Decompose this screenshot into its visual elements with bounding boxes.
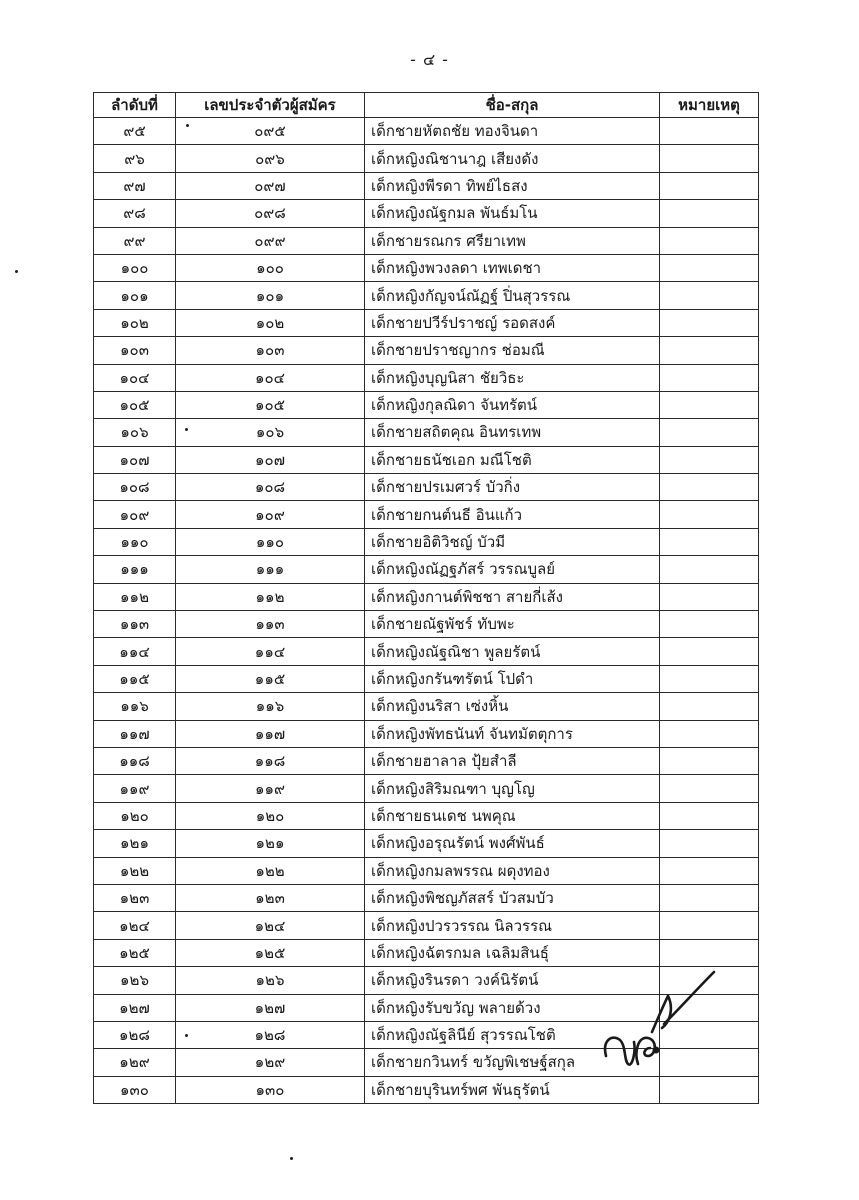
table-row <box>94 227 759 254</box>
row-note-cell <box>660 939 759 966</box>
row-applicant-number-cell: ๑๒๘ <box>176 1021 365 1048</box>
table-row <box>94 939 759 966</box>
row-name-cell: เด็กชายปวีร์ปราชญ์ รอดสงค์ <box>365 309 660 336</box>
row-applicant-number-cell: ๑๒๔ <box>176 912 365 939</box>
table-row <box>94 254 759 281</box>
row-applicant-number-cell: ๑๒๖ <box>176 967 365 994</box>
row-name-cell: เด็กชายณัฐพัชร์ ทับพะ <box>365 611 660 638</box>
row-note-cell <box>660 364 759 391</box>
row-applicant-number-cell: ๑๒๒ <box>176 857 365 884</box>
row-order-cell: ๙๘ <box>94 200 176 227</box>
row-note-cell <box>660 556 759 583</box>
table-row <box>94 200 759 227</box>
row-name-cell: เด็กหญิงรินรดา วงค์นิรัตน์ <box>365 967 660 994</box>
row-name-cell: เด็กหญิงนริสา เซ่งหิ้น <box>365 693 660 720</box>
row-order-cell: ๑๐๒ <box>94 309 176 336</box>
table-row <box>94 446 759 473</box>
row-note-cell <box>660 528 759 555</box>
table-row <box>94 309 759 336</box>
row-applicant-number-cell: ๑๒๕ <box>176 939 365 966</box>
table-row <box>94 665 759 692</box>
row-name-cell: เด็กชายหัตถชัย ทองจินดา <box>365 118 660 145</box>
table-row <box>94 282 759 309</box>
row-order-cell: ๙๖ <box>94 145 176 172</box>
row-name-cell: เด็กชายกนต์นธี อินแก้ว <box>365 501 660 528</box>
row-note-cell <box>660 802 759 829</box>
row-applicant-number-cell: ๑๐๖ <box>176 419 365 446</box>
row-order-cell: ๑๑๗ <box>94 720 176 747</box>
row-note-cell <box>660 446 759 473</box>
row-order-cell: ๑๐๑ <box>94 282 176 309</box>
row-order-cell: ๙๕ <box>94 118 176 145</box>
row-applicant-number-cell: ๑๐๑ <box>176 282 365 309</box>
row-note-cell <box>660 912 759 939</box>
row-note-cell <box>660 337 759 364</box>
row-note-cell <box>660 391 759 418</box>
row-name-cell: เด็กชายกวินทร์ ขวัญพิเชษฐ์สกุล <box>365 1049 660 1076</box>
table-row <box>94 474 759 501</box>
row-applicant-number-cell: ๑๐๕ <box>176 391 365 418</box>
row-applicant-number-cell: ๑๐๐ <box>176 254 365 281</box>
row-order-cell: ๑๑๘ <box>94 747 176 774</box>
row-name-cell: เด็กชายอิติวิชญ์ บัวมี <box>365 528 660 555</box>
table-row <box>94 391 759 418</box>
row-order-cell: ๑๒๙ <box>94 1049 176 1076</box>
row-note-cell <box>660 747 759 774</box>
row-order-cell: ๑๐๓ <box>94 337 176 364</box>
header-order: ลำดับที่ <box>94 93 176 118</box>
row-note-cell <box>660 884 759 911</box>
row-applicant-number-cell: ๑๑๑ <box>176 556 365 583</box>
row-note-cell <box>660 611 759 638</box>
row-name-cell: เด็กหญิงพีรดา ทิพย์ไธสง <box>365 172 660 199</box>
row-order-cell: ๑๐๔ <box>94 364 176 391</box>
row-applicant-number-cell: ๑๒๐ <box>176 802 365 829</box>
table-row <box>94 1076 759 1103</box>
row-order-cell: ๙๙ <box>94 227 176 254</box>
row-applicant-number-cell: ๑๐๓ <box>176 337 365 364</box>
row-note-cell <box>660 638 759 665</box>
row-name-cell: เด็กหญิงกรันฑรัตน์ โปดำ <box>365 665 660 692</box>
row-name-cell: เด็กหญิงกุลณิดา จันทรัตน์ <box>365 391 660 418</box>
row-order-cell: ๑๐๖ <box>94 419 176 446</box>
row-order-cell: ๑๑๑ <box>94 556 176 583</box>
row-name-cell: เด็กชายธนัชเอก มณีโชติ <box>365 446 660 473</box>
table-row <box>94 693 759 720</box>
table-row <box>94 118 759 145</box>
row-order-cell: ๑๐๘ <box>94 474 176 501</box>
row-note-cell <box>660 665 759 692</box>
row-order-cell: ๑๑๔ <box>94 638 176 665</box>
row-name-cell: เด็กหญิงณิชานาฎ เสียงดัง <box>365 145 660 172</box>
row-note-cell <box>660 830 759 857</box>
table-row <box>94 419 759 446</box>
row-name-cell: เด็กหญิงพวงลดา เทพเดชา <box>365 254 660 281</box>
row-note-cell <box>660 254 759 281</box>
scan-speck <box>185 1034 188 1037</box>
row-name-cell: เด็กหญิงสิริมณฑา บุญโญ <box>365 775 660 802</box>
table-row <box>94 611 759 638</box>
row-note-cell <box>660 720 759 747</box>
row-note-cell <box>660 501 759 528</box>
row-note-cell <box>660 693 759 720</box>
row-applicant-number-cell: ๑๒๓ <box>176 884 365 911</box>
table-row <box>94 556 759 583</box>
header-name: ชื่อ-สกุล <box>365 93 660 118</box>
row-name-cell: เด็กหญิงณัฐลินีย์ สุวรรณโชติ <box>365 1021 660 1048</box>
row-applicant-number-cell: ๑๑๙ <box>176 775 365 802</box>
row-applicant-number-cell: ๑๑๒ <box>176 583 365 610</box>
table-row <box>94 501 759 528</box>
row-order-cell: ๑๑๖ <box>94 693 176 720</box>
table-row <box>94 337 759 364</box>
table-row <box>94 364 759 391</box>
row-order-cell: ๑๒๖ <box>94 967 176 994</box>
row-order-cell: ๑๑๓ <box>94 611 176 638</box>
row-note-cell <box>660 775 759 802</box>
page-number: - ๔ - <box>410 50 449 69</box>
row-order-cell: ๑๑๕ <box>94 665 176 692</box>
row-note-cell <box>660 419 759 446</box>
row-applicant-number-cell: ๐๙๗ <box>176 172 365 199</box>
table-row <box>94 528 759 555</box>
row-note-cell <box>660 309 759 336</box>
row-note-cell <box>660 474 759 501</box>
row-applicant-number-cell: ๑๑๗ <box>176 720 365 747</box>
scan-speck <box>185 428 188 431</box>
row-applicant-number-cell: ๑๓๐ <box>176 1076 365 1103</box>
table-header-row <box>94 93 759 118</box>
row-name-cell: เด็กหญิงกานต์พิชชา สายกี่เส้ง <box>365 583 660 610</box>
row-name-cell: เด็กหญิงณัฏฐภัสร์ วรรณบูลย์ <box>365 556 660 583</box>
table-row <box>94 857 759 884</box>
scan-speck <box>186 124 189 127</box>
row-applicant-number-cell: ๑๑๔ <box>176 638 365 665</box>
table-body <box>94 118 759 1104</box>
row-name-cell: เด็กชายปราชญากร ช่อมณี <box>365 337 660 364</box>
table-row <box>94 172 759 199</box>
row-order-cell: ๑๒๑ <box>94 830 176 857</box>
row-applicant-number-cell: ๑๒๙ <box>176 1049 365 1076</box>
row-name-cell: เด็กชายฮาลาล ปุ้ยสำลี <box>365 747 660 774</box>
row-name-cell: เด็กหญิงอรุณรัตน์ พงศ์พันธ์ <box>365 830 660 857</box>
scan-speck <box>290 1157 293 1160</box>
row-note-cell <box>660 200 759 227</box>
row-note-cell <box>660 282 759 309</box>
row-order-cell: ๑๐๗ <box>94 446 176 473</box>
row-applicant-number-cell: ๐๙๖ <box>176 145 365 172</box>
row-order-cell: ๑๑๙ <box>94 775 176 802</box>
row-order-cell: ๑๓๐ <box>94 1076 176 1103</box>
row-name-cell: เด็กหญิงพัทธนันท์ จันทมัตตุการ <box>365 720 660 747</box>
row-name-cell: เด็กชายบุรินทร์พศ พันธุรัตน์ <box>365 1076 660 1103</box>
table-row <box>94 830 759 857</box>
table-row <box>94 912 759 939</box>
handwritten-signature <box>598 968 718 1078</box>
row-applicant-number-cell: ๑๒๑ <box>176 830 365 857</box>
row-order-cell: ๑๒๐ <box>94 802 176 829</box>
row-applicant-number-cell: ๑๑๕ <box>176 665 365 692</box>
row-order-cell: ๑๑๒ <box>94 583 176 610</box>
row-name-cell: เด็กหญิงพิชญภัสสร์ บัวสมบัว <box>365 884 660 911</box>
row-note-cell <box>660 227 759 254</box>
row-applicant-number-cell: ๑๑๘ <box>176 747 365 774</box>
row-note-cell <box>660 857 759 884</box>
row-applicant-number-cell: ๐๙๕ <box>176 118 365 145</box>
row-order-cell: ๙๗ <box>94 172 176 199</box>
row-name-cell: เด็กชายสถิตคุณ อินทรเทพ <box>365 419 660 446</box>
row-note-cell <box>660 172 759 199</box>
row-order-cell: ๑๒๕ <box>94 939 176 966</box>
row-order-cell: ๑๒๔ <box>94 912 176 939</box>
row-note-cell <box>660 118 759 145</box>
row-name-cell: เด็กหญิงกัญจน์ณัฏฐ์ ปิ่นสุวรรณ <box>365 282 660 309</box>
row-applicant-number-cell: ๑๑๓ <box>176 611 365 638</box>
row-applicant-number-cell: ๑๒๗ <box>176 994 365 1021</box>
row-name-cell: เด็กหญิงณัฐณิชา พูลยรัตน์ <box>365 638 660 665</box>
row-applicant-number-cell: ๑๐๔ <box>176 364 365 391</box>
scan-speck <box>15 270 18 273</box>
table-row <box>94 747 759 774</box>
row-name-cell: เด็กชายปรเมศวร์ บัวกิ่ง <box>365 474 660 501</box>
table-row <box>94 720 759 747</box>
row-applicant-number-cell: ๑๐๘ <box>176 474 365 501</box>
header-note: หมายเหตุ <box>660 93 759 118</box>
header-applicant-number: เลขประจำตัวผู้สมัคร <box>176 93 365 118</box>
table-row <box>94 884 759 911</box>
row-note-cell <box>660 583 759 610</box>
row-name-cell: เด็กหญิงปวรวรรณ นิลวรรณ <box>365 912 660 939</box>
table-row <box>94 145 759 172</box>
row-order-cell: ๑๐๙ <box>94 501 176 528</box>
row-applicant-number-cell: ๑๑๐ <box>176 528 365 555</box>
row-note-cell <box>660 1076 759 1103</box>
row-name-cell: เด็กหญิงบุญนิสา ชัยวิธะ <box>365 364 660 391</box>
row-applicant-number-cell: ๑๑๖ <box>176 693 365 720</box>
row-name-cell: เด็กหญิงฉัตรกมล เฉลิมสินธุ์ <box>365 939 660 966</box>
applicant-table <box>93 92 759 1104</box>
row-order-cell: ๑๒๗ <box>94 994 176 1021</box>
row-order-cell: ๑๒๒ <box>94 857 176 884</box>
row-name-cell: เด็กหญิงรับขวัญ พลายด้วง <box>365 994 660 1021</box>
row-name-cell: เด็กชายรณกร ศรียาเทพ <box>365 227 660 254</box>
row-name-cell: เด็กหญิงณัฐกมล พันธ์มโน <box>365 200 660 227</box>
row-applicant-number-cell: ๐๙๘ <box>176 200 365 227</box>
row-order-cell: ๑๐๐ <box>94 254 176 281</box>
row-order-cell: ๑๑๐ <box>94 528 176 555</box>
table-row <box>94 802 759 829</box>
row-order-cell: ๑๐๕ <box>94 391 176 418</box>
row-order-cell: ๑๒๘ <box>94 1021 176 1048</box>
table-row <box>94 775 759 802</box>
row-order-cell: ๑๒๓ <box>94 884 176 911</box>
row-name-cell: เด็กหญิงกมลพรรณ ผดุงทอง <box>365 857 660 884</box>
table-row <box>94 583 759 610</box>
row-applicant-number-cell: ๑๐๙ <box>176 501 365 528</box>
row-applicant-number-cell: ๑๐๗ <box>176 446 365 473</box>
table-row <box>94 638 759 665</box>
row-note-cell <box>660 145 759 172</box>
row-applicant-number-cell: ๑๐๒ <box>176 309 365 336</box>
row-name-cell: เด็กชายธนเดช นพคุณ <box>365 802 660 829</box>
row-applicant-number-cell: ๐๙๙ <box>176 227 365 254</box>
